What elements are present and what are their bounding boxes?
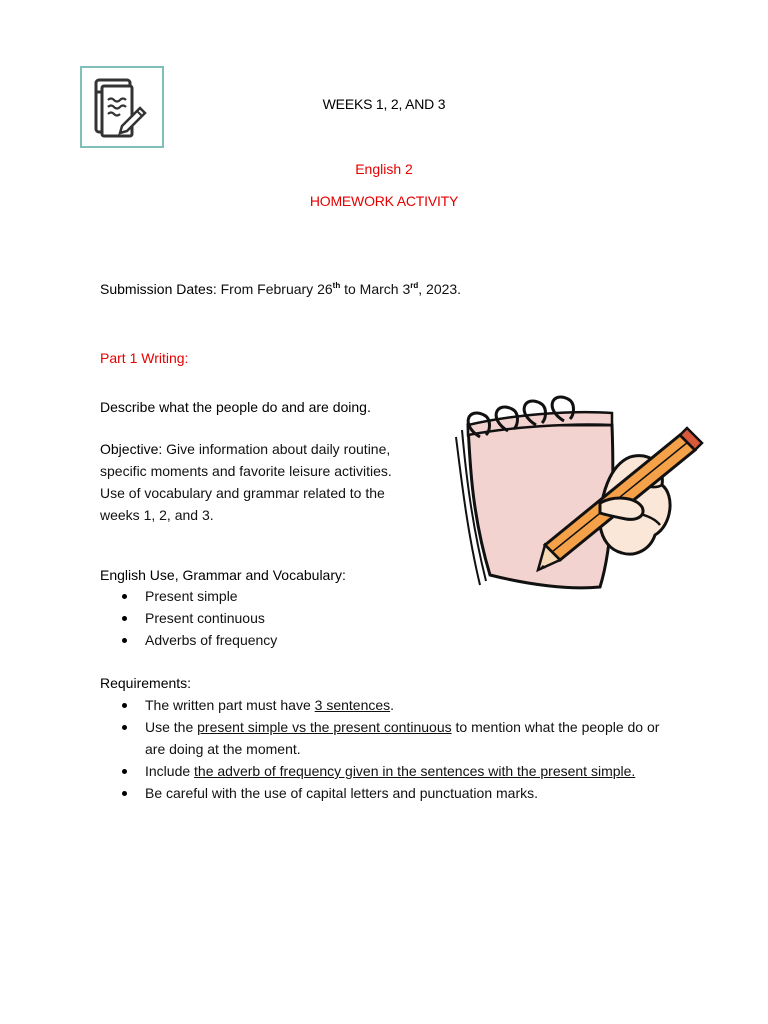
submission-text-prefix: From February 26 <box>216 281 333 297</box>
course-name: English 2 <box>355 161 413 177</box>
req1-suffix: . <box>390 697 395 713</box>
submission-text-suffix: , 2023. <box>418 281 462 297</box>
submission-sup-rd: rd <box>410 281 419 290</box>
notepad-pencil-illustration <box>450 385 710 595</box>
req3-prefix: Include <box>145 763 195 779</box>
submission-label: Submission Dates: <box>100 281 217 297</box>
requirements-heading: Requirements: <box>100 675 192 691</box>
objective-paragraph <box>100 438 400 526</box>
part1-title: Part 1 Writing: <box>100 350 189 366</box>
requirements-list <box>100 694 680 804</box>
grammar-item-adverbs-of-frequency: Adverbs of frequency <box>100 629 660 651</box>
requirement-item-adverb <box>100 760 680 782</box>
weeks-title: WEEKS 1, 2, AND 3 <box>322 96 446 112</box>
requirement-item-punctuation: Be careful with the use of capital letters and punctuation marks. <box>100 782 680 804</box>
submission-sup-th: th <box>332 281 341 290</box>
req1-prefix: The written part must have <box>145 697 315 713</box>
req2-prefix: Use the <box>145 719 198 735</box>
objective-label: Objective: <box>100 441 163 457</box>
requirement-item-sentences <box>100 694 680 716</box>
activity-title: HOMEWORK ACTIVITY <box>309 193 459 209</box>
req1-underline: 3 sentences <box>314 697 391 713</box>
grammar-item-present-simple: Present simple <box>100 585 660 607</box>
grammar-item-present-continuous: Present continuous <box>100 607 660 629</box>
req2-suffix: to mention what the people do or are doing at the moment. <box>145 719 660 757</box>
grammar-heading: English Use, Grammar and Vocabulary: <box>100 567 346 583</box>
submission-dates <box>100 278 461 300</box>
req3-underline: the adverb of frequency given in the sentences with the present simple. <box>194 763 636 779</box>
requirement-item-tenses <box>100 716 680 760</box>
grammar-list <box>100 585 660 651</box>
part1-instruction: Describe what the people do and are doing. <box>100 399 371 415</box>
objective-text: Give information about daily routine, specific moments and favorite leisure activities. Use of vocabulary and grammar related to the weeks 1, 2, and 3. <box>100 441 392 523</box>
req2-underline: present simple vs the present continuous <box>197 719 452 735</box>
submission-text-middle: to March 3 <box>340 281 411 297</box>
